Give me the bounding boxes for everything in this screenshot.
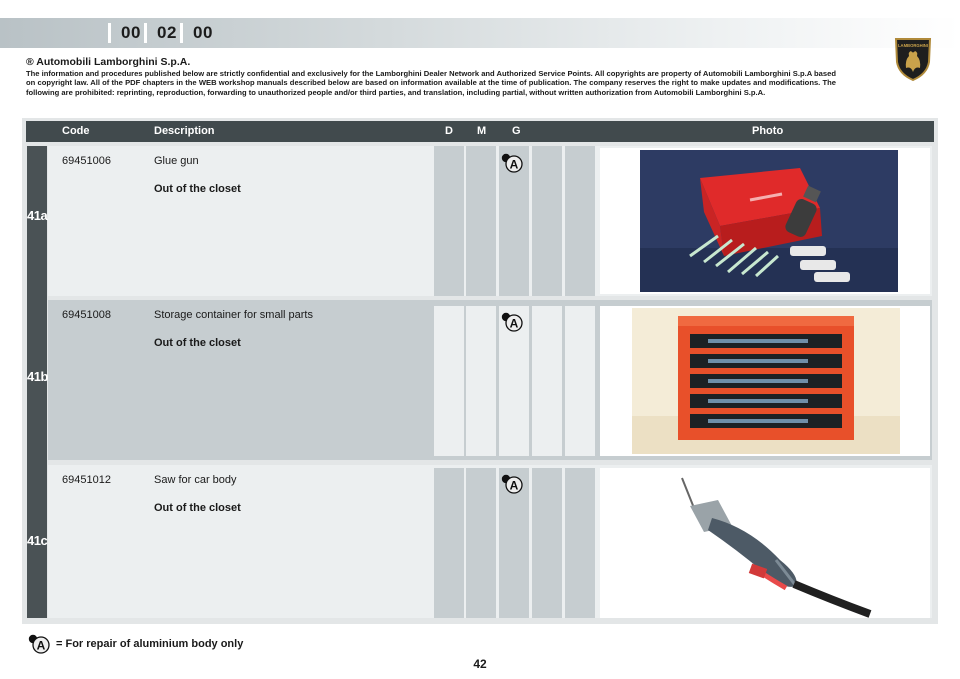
table-row xyxy=(48,465,932,618)
cell-extra-1 xyxy=(532,468,562,618)
tool-status: Out of the closet xyxy=(154,337,241,349)
parts-storage-cabinet-photo xyxy=(600,306,930,456)
col-header-code: Code xyxy=(62,125,90,137)
glue-gun-kit-photo xyxy=(600,148,930,294)
table-row xyxy=(48,300,932,460)
aluminium-badge-letter: A xyxy=(509,157,519,172)
aluminium-badge-icon xyxy=(501,153,523,173)
aluminium-badge-icon xyxy=(28,634,50,654)
row-label-41a: 41a xyxy=(27,208,48,223)
tool-code: 69451012 xyxy=(62,474,111,486)
cell-m xyxy=(466,306,496,456)
col-header-g: G xyxy=(512,125,521,137)
col-header-photo: Photo xyxy=(752,125,784,137)
pneumatic-body-saw-photo xyxy=(600,468,930,618)
tool-status: Out of the closet xyxy=(154,502,241,514)
company-notice xyxy=(26,56,836,97)
tool-code: 69451006 xyxy=(62,155,111,167)
cell-extra-1 xyxy=(532,306,562,456)
row-label-41c: 41c xyxy=(27,533,48,548)
legend-badge-letter: A xyxy=(36,638,46,653)
side-label-bar xyxy=(27,146,47,618)
cell-extra-2 xyxy=(565,468,595,618)
aluminium-badge-icon xyxy=(501,474,523,494)
tools-table xyxy=(22,118,938,624)
col-header-description: Description xyxy=(154,125,215,137)
cell-extra-2 xyxy=(565,146,595,296)
legend xyxy=(28,634,243,654)
tool-description: Glue gun xyxy=(154,155,199,167)
cell-m xyxy=(466,146,496,296)
table-header xyxy=(26,121,934,142)
tool-status: Out of the closet xyxy=(154,183,241,195)
row-label-41b: 41b xyxy=(27,369,48,384)
aluminium-badge-icon xyxy=(501,312,523,332)
cell-d xyxy=(434,146,464,296)
col-header-d: D xyxy=(445,125,453,137)
cell-d xyxy=(434,306,464,456)
aluminium-badge-letter: A xyxy=(509,316,519,331)
cell-extra-1 xyxy=(532,146,562,296)
legend-text: = For repair of aluminium body only xyxy=(56,638,244,650)
section-number-2: 02 xyxy=(147,22,187,44)
lamborghini-bull-shield-icon xyxy=(893,36,933,82)
tool-code: 69451008 xyxy=(62,309,111,321)
section-number-1: 00 xyxy=(111,22,151,44)
cell-d xyxy=(434,468,464,618)
legal-notice: The information and procedures published below are strictly confidential and exclusively for the Lamborghini Dealer Network and Authorized Service Points. All copyrights are property of Automobili Lamborghini S.p.A based on copyright law. All of the PDF chapters in the WEB workshop manuals described below are based on information available at the time of publication. The company reserves the right to make updates and modifications. The following are prohibited: reprinting, reproduction, forwarding to unauthorized people and/or third parties, and translation, including partial, without written authorization from Automobili Lamborghini S.p.A. xyxy=(26,69,836,97)
section-number-3: 00 xyxy=(183,22,223,44)
aluminium-badge-letter: A xyxy=(509,478,519,493)
cell-m xyxy=(466,468,496,618)
tool-description: Saw for car body xyxy=(154,474,237,486)
page-number: 42 xyxy=(473,657,487,671)
table-row xyxy=(48,146,932,296)
tool-description: Storage container for small parts xyxy=(154,309,313,321)
company-name: ® Automobili Lamborghini S.p.A. xyxy=(26,56,191,68)
cell-extra-2 xyxy=(565,306,595,456)
logo-wordmark: LAMBORGHINI xyxy=(897,43,929,48)
col-header-m: M xyxy=(477,125,487,137)
